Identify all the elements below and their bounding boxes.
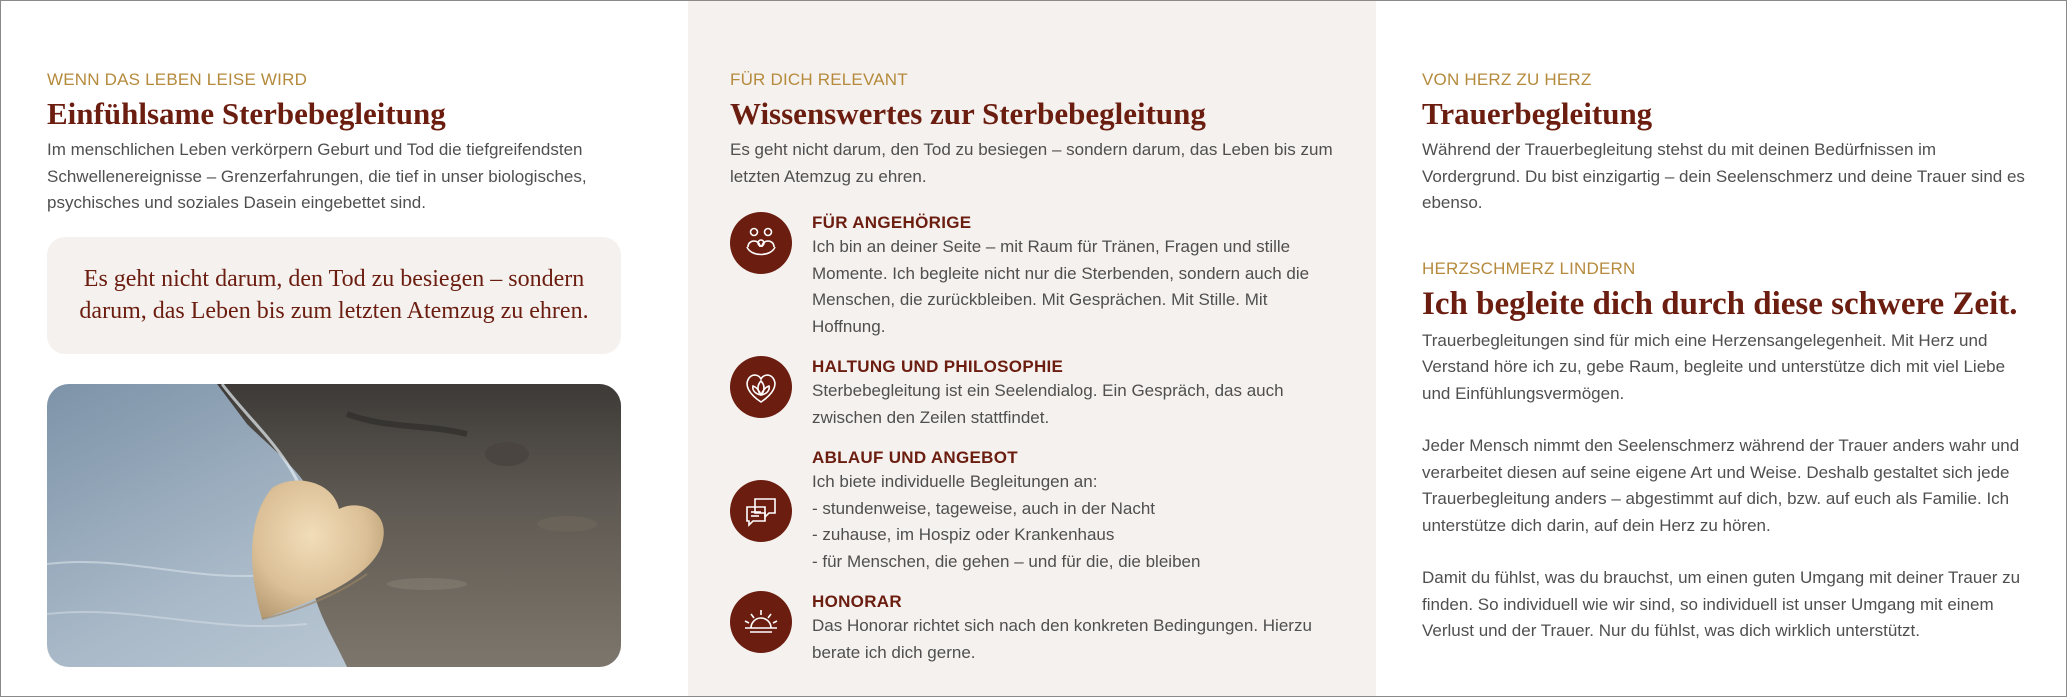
middle-eyebrow: FÜR DICH RELEVANT: [730, 70, 908, 89]
right-para-1: Trauerbegleitungen sind für mich eine Herzensangelegenheit. Mit Herz und Verstand höre ich zu, gebe Raum, begleite und unterstütze dich mit viel Liebe und Einfühlungsvermögen.: [1422, 330, 2006, 403]
info-item-body: Ich bin an deiner Seite – mit Raum für Tränen, Fragen und stille Momente. Ich begleite nicht nur die Sterbenden, sondern auch die Menschen, die zurückbleiben. Mit Gesprächen. Mit Stille. Mit Hoffnung.: [812, 237, 1310, 336]
right-para-2: Jeder Mensch nimmt den Seelenschmerz während der Trauer anders wahr und verarbeitet diesen auf seine eigene Art und Weise. Deshalb gestaltet sich jede Trauerbegleitung anders – abgestimmt auf dich, bzw. auf euch als Familie. Ich unterstütze dich darin, auf dein Herz zu hören.: [1422, 436, 2020, 535]
left-column: [1, 1, 688, 696]
right-column: [1376, 1, 2066, 696]
right-title: Trauerbegleitung: [1422, 96, 1653, 131]
middle-intro: Es geht nicht darum, den Tod zu besiegen – sondern darum, das Leben bis zum letzten Atemzug zu ehren.: [730, 140, 1333, 186]
left-eyebrow: WENN DAS LEBEN LEISE WIRD: [47, 70, 308, 89]
middle-title: Wissenswertes zur Sterbebegleitung: [730, 96, 1206, 131]
quote-text: Es geht nicht darum, den Tod zu besiegen – sondern darum, das Leben bis zum letzten Atemzug zu ehren.: [79, 266, 589, 324]
left-title: Einfühlsame Sterbebegleitung: [47, 96, 446, 131]
sunrise-icon: [730, 591, 792, 653]
right-body: Während der Trauerbegleitung stehst du mit deinen Bedürfnissen im Vordergrund. Du bist einzigartig – dein Seelenschmerz und deine Trauer sind es ebenso.: [1422, 140, 2025, 212]
right-eyebrow: VON HERZ ZU HERZ: [1422, 70, 1592, 89]
wooden-heart-image: [47, 384, 621, 667]
info-item-title: ABLAUF UND ANGEBOT: [812, 448, 1018, 467]
info-item-body: Das Honorar richtet sich nach den konkreten Bedingungen. Hierzu berate ich dich gerne.: [812, 616, 1312, 662]
info-list: [730, 212, 1336, 666]
info-item-haltung: [730, 356, 1336, 431]
info-item-title: HALTUNG UND PHILOSOPHIE: [812, 357, 1064, 376]
info-item-title: HONORAR: [812, 592, 902, 611]
info-item-body: Ich biete individuelle Begleitungen an: - stundenweise, tageweise, auch in der Nacht - zuhause, im Hospiz oder Krankenhaus - für Menschen, die gehen – und für die, die bleiben: [812, 472, 1201, 571]
info-item-honorar: [730, 591, 1336, 666]
grief-section: [1422, 258, 2026, 645]
right-title-2: Ich begleite dich durch diese schwere Zeit.: [1422, 285, 2018, 322]
info-item-angehoerige: [730, 212, 1336, 340]
left-body: Im menschlichen Leben verkörpern Geburt und Tod die tiefgreifendsten Schwellenereignisse – Grenzerfahrungen, die tief in unser biologisches, psychisches und soziales Dasein eingebettet sind.: [47, 140, 587, 212]
wooden-heart-photo: [47, 384, 621, 667]
info-item-ablauf: [730, 447, 1336, 575]
right-para-3: Damit du fühlst, was du brauchst, um einen guten Umgang mit deiner Trauer zu finden. So individuell wie wir sind, so individuell ist unser Umgang mit einem Verlust und der Trauer. Nur du fühlst, was dich wirklich unterstützt.: [1422, 568, 2021, 640]
right-eyebrow-2: HERZSCHMERZ LINDERN: [1422, 258, 1636, 278]
chat-bubbles-icon: [730, 480, 792, 542]
family-icon: [730, 212, 792, 274]
info-item-body: Sterbebegleitung ist ein Seelendialog. Ein Gespräch, das auch zwischen den Zeilen stattfindet.: [812, 381, 1284, 427]
middle-column: [688, 1, 1376, 696]
info-item-title: FÜR ANGEHÖRIGE: [812, 213, 972, 232]
quote-box: [47, 237, 621, 354]
lotus-heart-icon: [730, 356, 792, 418]
